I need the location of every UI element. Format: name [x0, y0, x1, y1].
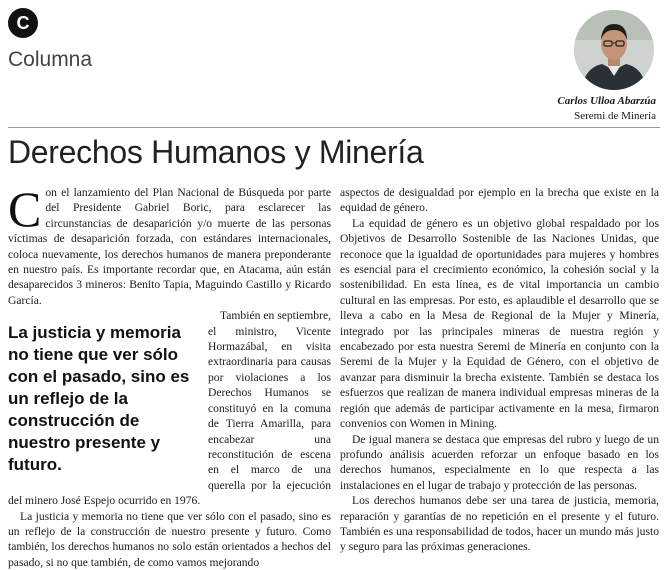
header-divider	[8, 127, 660, 128]
paragraph: La equidad de género es un objetivo global respaldado por los Objetivos de Desarrollo Sostenible de las Naciones Unidas, que reconoce que la igualdad de oportunidades para mujeres y hombres es esencial para el crecimiento económico, la cohesión social y la sostenibilidad. En esta línea, es de vital importancia un cambio cultural en las empresas. Por esto, es aplaudible el desarrollo que se lleva a cabo en la Mesa de Regional de la Mujer y Minería, integrado por las principales mineras de nuestra región y encabezado por esta nuestra Seremi de Minería en conjunto con la Seremi de la Mujer y la Equidad de Género, con el objetivo de avanzar para disminuir la brecha existente. También se destaca los esfuerzos que realizan de manera individual empresas mineras de la región que además de participar activamente en la mesa, firmaron convenios con Women in Mining.	[340, 216, 659, 431]
drop-cap: C	[8, 181, 42, 237]
pull-quote: La justicia y memoria no tiene que ver sólo con el pasado, sino es un reflejo de la construcción de nuestro presente y futuro.	[8, 323, 190, 475]
paragraph: De igual manera se destaca que empresas del rubro y luego de un profundo análisis acuerden reforzar un enfoque basado en los derechos humanos, especialmente en lo que respecta a las instalaciones en el lugar de trabajo y protección de las personas.	[340, 432, 659, 492]
author-role: Seremi de Minería	[574, 110, 656, 122]
paragraph-lead: on el lanzamiento del Plan Nacional de Búsqueda por parte del Presidente Gabriel Boric, para esclarecer las circunstancias de desaparición y/o muerte de las personas víctimas de desaparición forzada, con estándares internacionales, coloca nuevamente, los derechos humanos de manera preponderante en nuestro país. Es importante recordar que, en Atacama, aún están desaparecidos 3 mineros: Benito Tapia, Maguindo Castillo y Ricardo García.	[8, 186, 331, 307]
section-label: Columna	[8, 48, 93, 71]
paragraph: La justicia y memoria no tiene que ver sólo con el pasado, sino es un reflejo de la construcción de nuestro presente y futuro. Como también, los derechos humanos no solo están orientados a hechos del pasado, si no que también, de como vamos mejorando	[8, 509, 331, 569]
author-photo	[574, 10, 654, 90]
section-badge: C	[8, 8, 38, 38]
article-column-2	[340, 185, 659, 555]
paragraph: Los derechos humanos debe ser una tarea de justicia, memoria, reparación y garantías de no repetición en el presente y el futuro. También es una responsabilidad de todos, hacer un mundo más justo y seguro para las próximas generaciones.	[340, 494, 659, 554]
paragraph: También en septiembre, el ministro, Vicente Hormazábal, en visita extraordinaria para causas por violaciones a los Derechos Humanos se constituyó en la comuna de Tierra Amarilla, para encabezar una reconstitución de escena en el marco de una querella por la ejecución del minero José Espejo ocurrido en 1976.	[8, 309, 331, 508]
author-portrait-image	[574, 10, 654, 90]
author-name: Carlos Ulloa Abarzúa	[557, 95, 656, 107]
article-column-1	[8, 181, 331, 570]
paragraph: aspectos de desigualdad por ejemplo en la brecha que existe en la equidad de género.	[340, 186, 659, 215]
article-headline: Derechos Humanos y Minería	[8, 134, 424, 170]
